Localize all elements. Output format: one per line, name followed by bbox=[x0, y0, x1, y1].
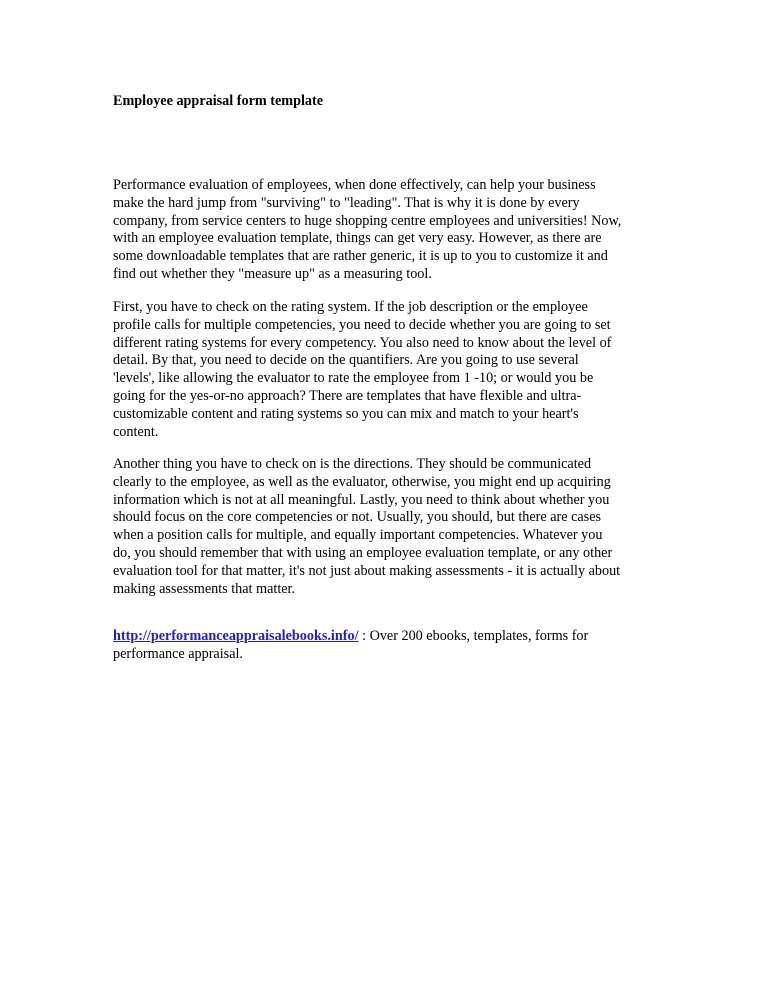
document-title: Employee appraisal form template bbox=[113, 93, 324, 109]
footer-link-line bbox=[113, 628, 658, 646]
paragraph-line: Another thing you have to check on is the directions. They should be communicated bbox=[113, 456, 592, 472]
footer-second-line: performance appraisal. bbox=[113, 645, 243, 662]
paragraph-line: some downloadable templates that are rather generic, it is up to you to customize it and bbox=[113, 248, 608, 265]
paragraph-line: 'levels', like allowing the evaluator to rate the employee from 1 -10; or would you be bbox=[113, 370, 594, 387]
paragraph-directions bbox=[113, 456, 658, 598]
paragraph-line: detail. By that, you need to decide on the quantifiers. Are you going to use several bbox=[113, 352, 579, 369]
paragraph-line: going for the yes-or-no approach? There are templates that have flexible and ultra- bbox=[113, 387, 582, 404]
paragraph-rating-system bbox=[113, 299, 658, 441]
paragraph-line: with an employee evaluation template, things can get very easy. However, as there are bbox=[113, 230, 602, 247]
paragraph-line: when a position calls for multiple, and equally important competencies. Whatever you bbox=[113, 527, 603, 544]
paragraph-line: evaluation tool for that matter, it's not just about making assessments - it is actually about bbox=[113, 562, 621, 579]
paragraph-footer-link bbox=[113, 628, 658, 664]
paragraph-intro bbox=[113, 177, 658, 284]
paragraph-line: Performance evaluation of employees, when done effectively, can help your business bbox=[113, 177, 596, 193]
paragraph-line: different rating systems for every competency. You also need to know about the level of bbox=[113, 334, 612, 351]
footer-link-description: : Over 200 ebooks, templates, forms for bbox=[358, 628, 589, 644]
paragraph-line: content. bbox=[113, 423, 159, 440]
paragraph-line: make the hard jump from "surviving" to "leading". That is why it is done by every bbox=[113, 194, 580, 211]
paragraph-line: should focus on the core competencies or not. Usually, you should, but there are cases bbox=[113, 509, 602, 526]
ebooks-link[interactable]: http://performanceappraisalebooks.info/ bbox=[113, 628, 359, 644]
paragraph-line: First, you have to check on the rating system. If the job description or the employee bbox=[113, 299, 588, 315]
paragraph-line: find out whether they "measure up" as a measuring tool. bbox=[113, 265, 432, 282]
paragraph-line: profile calls for multiple competencies, you need to decide whether you are going to set bbox=[113, 316, 611, 333]
paragraph-line: making assessments that matter. bbox=[113, 580, 296, 597]
paragraph-line: do, you should remember that with using an employee evaluation template, or any other bbox=[113, 544, 613, 561]
paragraph-line: clearly to the employee, as well as the evaluator, otherwise, you might end up acquiring bbox=[113, 473, 611, 490]
paragraph-line: information which is not at all meaningful. Lastly, you need to think about whether you bbox=[113, 491, 610, 508]
paragraph-line: customizable content and rating systems so you can mix and match to your heart's bbox=[113, 405, 579, 422]
paragraph-line: company, from service centers to huge shopping centre employees and universities! Now, bbox=[113, 212, 622, 229]
